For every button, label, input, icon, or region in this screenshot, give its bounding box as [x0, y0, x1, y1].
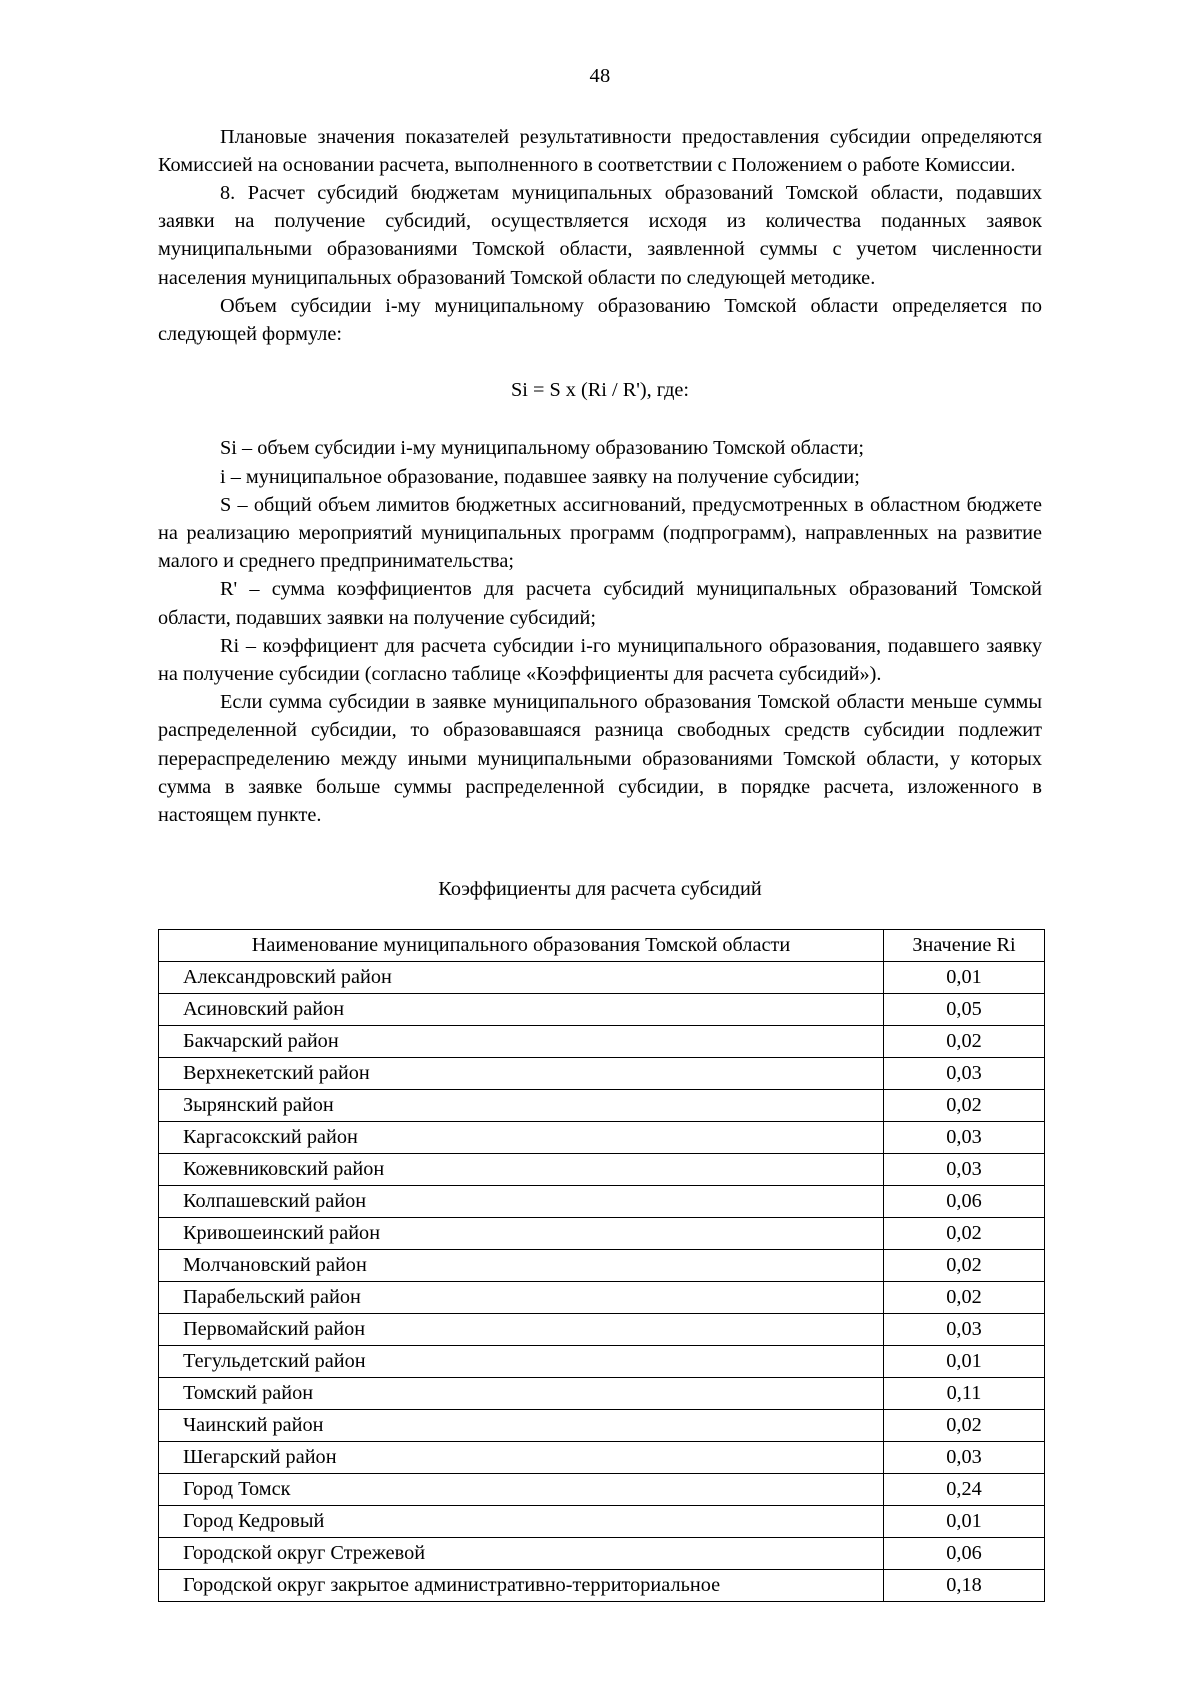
table-head — [159, 930, 1045, 962]
cell-ri-value: 0,03 — [884, 1314, 1045, 1346]
table-row — [159, 1506, 1045, 1538]
table-row — [159, 1154, 1045, 1186]
column-header-value: Значение Ri — [884, 930, 1045, 962]
cell-municipality-name: Городской округ закрытое административно-территориальное — [159, 1570, 884, 1602]
table-row — [159, 1442, 1045, 1474]
table-row — [159, 1346, 1045, 1378]
paragraph-intro: Плановые значения показателей результативности предоставления субсидии определяются Комиссией на основании расчета, выполненного в соответствии с Положением о работе Комиссии. — [158, 125, 1042, 176]
table-row — [159, 962, 1045, 994]
table-row — [159, 1090, 1045, 1122]
cell-ri-value: 0,06 — [884, 1186, 1045, 1218]
table-caption: Коэффициенты для расчета субсидий — [438, 878, 762, 901]
page-content — [158, 0, 1042, 1602]
cell-ri-value: 0,03 — [884, 1058, 1045, 1090]
definition-si: Si – объем субсидии i-му муниципальному образованию Томской области; — [220, 437, 864, 460]
table-header-row — [159, 930, 1045, 962]
document-body — [158, 123, 1042, 830]
table-row — [159, 1378, 1045, 1410]
cell-municipality-name: Городской округ Стрежевой — [159, 1538, 884, 1570]
cell-municipality-name: Первомайский район — [159, 1314, 884, 1346]
definition-r-prime: R' – сумма коэффициентов для расчета субсидий муниципальных образований Томской области, подавших заявки на получение субсидий; — [158, 578, 1042, 629]
cell-ri-value: 0,02 — [884, 1026, 1045, 1058]
definition-ri: Ri – коэффициент для расчета субсидии i-го муниципального образования, подавшего заявку на получение субсидии (согласно таблице «Коэффициенты для расчета субсидий»). — [158, 634, 1042, 685]
table-row — [159, 1282, 1045, 1314]
table-row — [159, 1410, 1045, 1442]
cell-municipality-name: Чаинский район — [159, 1410, 884, 1442]
cell-ri-value: 0,03 — [884, 1122, 1045, 1154]
page-number: 48 — [589, 65, 611, 87]
cell-municipality-name: Тегульдетский район — [159, 1346, 884, 1378]
definition-s: S – общий объем лимитов бюджетных ассигнований, предусмотренных в областном бюджете на реализацию мероприятий муниципальных программ (подпрограмм), направленных на развитие малого и среднего предпринимательства; — [158, 493, 1042, 573]
cell-ri-value: 0,01 — [884, 1506, 1045, 1538]
cell-ri-value: 0,03 — [884, 1154, 1045, 1186]
table-row — [159, 1218, 1045, 1250]
cell-ri-value: 0,05 — [884, 994, 1045, 1026]
cell-municipality-name: Каргасокский район — [159, 1122, 884, 1154]
cell-municipality-name: Томский район — [159, 1378, 884, 1410]
cell-ri-value: 0,01 — [884, 962, 1045, 994]
cell-municipality-name: Кожевниковский район — [159, 1154, 884, 1186]
cell-ri-value: 0,02 — [884, 1250, 1045, 1282]
cell-municipality-name: Александровский район — [159, 962, 884, 994]
paragraph-redistribution: Если сумма субсидии в заявке муниципального образования Томской области меньше суммы распределенной субсидии, то образовавшаяся разница свободных средств субсидии подлежит перераспределению между иными муниципальными образованиями Томской области, у которых сумма в заявке больше суммы распределенной субсидии, в порядке расчета, изложенного в настоящем пункте. — [158, 691, 1042, 826]
spacer-after-formula — [158, 404, 1042, 434]
table-row — [159, 1186, 1045, 1218]
cell-municipality-name: Кривошеинский район — [159, 1218, 884, 1250]
table-row — [159, 1250, 1045, 1282]
definition-i: i – муниципальное образование, подавшее заявку на получение субсидии; — [220, 465, 860, 488]
table-row — [159, 1122, 1045, 1154]
cell-ri-value: 0,02 — [884, 1218, 1045, 1250]
cell-municipality-name: Шегарский район — [159, 1442, 884, 1474]
cell-ri-value: 0,01 — [884, 1346, 1045, 1378]
cell-municipality-name: Молчановский район — [159, 1250, 884, 1282]
cell-municipality-name: Верхнекетский район — [159, 1058, 884, 1090]
table-row — [159, 1058, 1045, 1090]
cell-ri-value: 0,02 — [884, 1090, 1045, 1122]
cell-ri-value: 0,02 — [884, 1282, 1045, 1314]
table-body — [159, 962, 1045, 1602]
formula-expression: Si = S x (Ri / R'), где: — [510, 379, 690, 402]
cell-ri-value: 0,02 — [884, 1410, 1045, 1442]
table-row — [159, 1538, 1045, 1570]
paragraph-formula-lead: Объем субсидии i-му муниципальному образованию Томской области определяется по следующей формуле: — [158, 294, 1042, 345]
cell-ri-value: 0,24 — [884, 1474, 1045, 1506]
cell-municipality-name: Город Томск — [159, 1474, 884, 1506]
table-row — [159, 1570, 1045, 1602]
cell-municipality-name: Бакчарский район — [159, 1026, 884, 1058]
cell-municipality-name: Асиновский район — [159, 994, 884, 1026]
table-row — [159, 1474, 1045, 1506]
cell-ri-value: 0,18 — [884, 1570, 1045, 1602]
table-row — [159, 1314, 1045, 1346]
cell-municipality-name: Парабельский район — [159, 1282, 884, 1314]
cell-municipality-name: Город Кедровый — [159, 1506, 884, 1538]
spacer-before-formula — [158, 348, 1042, 376]
table-row — [159, 1026, 1045, 1058]
table-row — [159, 994, 1045, 1026]
column-header-name: Наименование муниципального образования Томской области — [159, 930, 884, 962]
cell-ri-value: 0,03 — [884, 1442, 1045, 1474]
cell-ri-value: 0,06 — [884, 1538, 1045, 1570]
cell-municipality-name: Колпашевский район — [159, 1186, 884, 1218]
coefficients-table — [158, 929, 1045, 1602]
paragraph-clause-8: 8. Расчет субсидий бюджетам муниципальных образований Томской области, подавших заявки на получение субсидий, осуществляется исходя из количества поданных заявок муниципальными образованиями Томской области, заявленной суммы с учетом численности населения муниципальных образований Томской области по следующей методике. — [158, 181, 1042, 289]
cell-ri-value: 0,11 — [884, 1378, 1045, 1410]
cell-municipality-name: Зырянский район — [159, 1090, 884, 1122]
